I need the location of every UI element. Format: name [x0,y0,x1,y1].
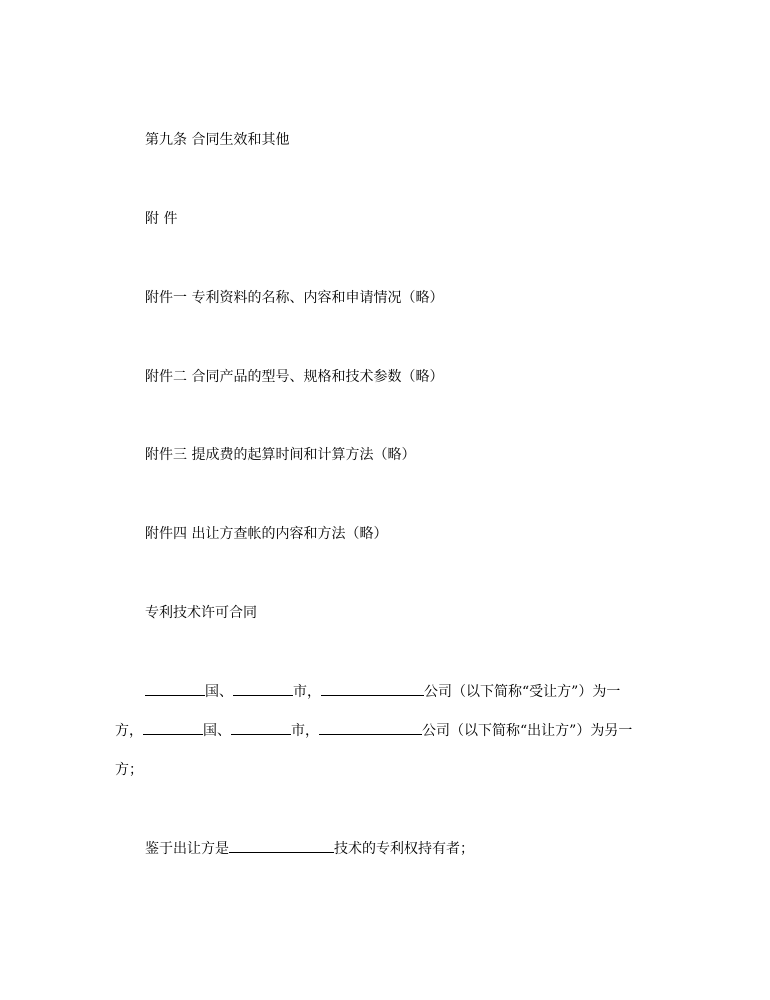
party-line-3: 方； [115,762,143,778]
country-blank-2[interactable] [143,720,203,735]
party-prefix-2: 方， [115,723,143,739]
city-blank-1[interactable] [233,681,293,696]
annex-1: 附件一 专利资料的名称、内容和申请情况（略） [145,290,444,306]
annex-4: 附件四 出让方查帐的内容和方法（略） [145,526,388,542]
technology-blank[interactable] [229,838,334,853]
party-line-1 [145,681,620,702]
company-role-1: 公司（以下简称“受让方”）为一 [424,684,621,700]
contract-title: 专利技术许可合同 [145,605,257,621]
country-label-2: 国、 [203,723,231,739]
country-blank-1[interactable] [145,681,205,696]
city-label-1: 市， [293,684,321,700]
article-9-heading: 第九条 合同生效和其他 [145,132,290,148]
annex-3: 附件三 提成费的起算时间和计算方法（略） [145,447,416,463]
party-line-2 [115,720,632,741]
company-role-2: 公司（以下简称“出让方”）为另一 [422,723,633,739]
whereas-prefix: 鉴于出让方是 [145,841,229,857]
company-blank-1[interactable] [321,681,424,696]
annex-heading: 附 件 [145,211,178,227]
whereas-suffix: 技术的专利权持有者； [334,841,474,857]
country-label-1: 国、 [205,684,233,700]
annex-2: 附件二 合同产品的型号、规格和技术参数（略） [145,369,444,385]
whereas-clause [145,838,474,859]
city-label-2: 市， [291,723,319,739]
company-blank-2[interactable] [319,720,422,735]
city-blank-2[interactable] [231,720,291,735]
